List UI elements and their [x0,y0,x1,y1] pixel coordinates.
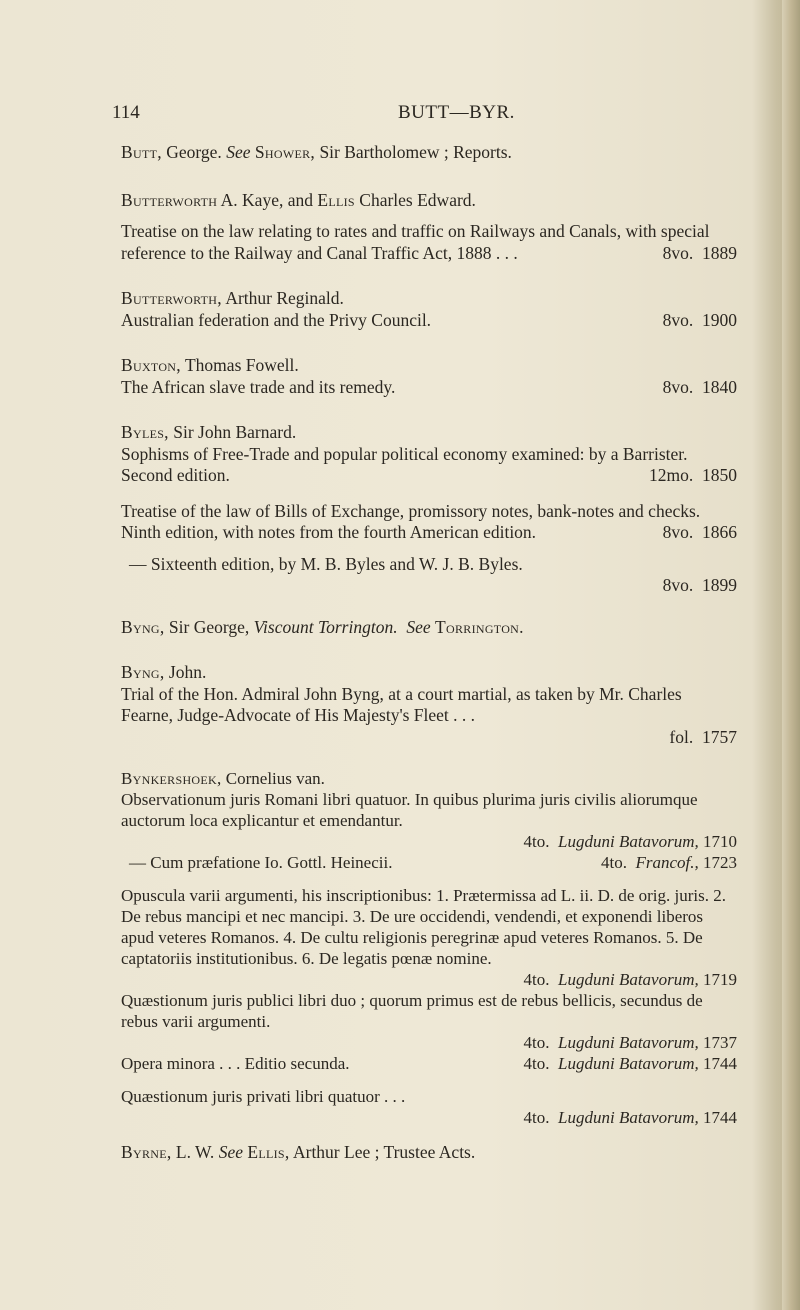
work-format: 4to. [523,1108,550,1127]
work-format: 12mo. [649,465,694,485]
work-item [121,444,737,487]
entry-byles [121,422,737,597]
entry-heading: Byng, Sir George, Viscount Torrington. See Torrington. [121,616,524,637]
author-name: Butterworth, [121,288,222,308]
coauthor-name: Ellis [317,189,355,210]
entry-byng-john [121,662,737,748]
reference-name: Shower, [254,142,316,162]
work-title: Treatise of the law of Bills of Exchange, promissory notes, bank-notes and checks. Ninth edition, with notes from the fourth American edition. [121,500,701,542]
entry-heading: Byrne, L. W. See Ellis, Arthur Lee ; Trustee Acts. [121,1142,476,1162]
work-item [121,885,737,990]
author-name: Butterworth [121,189,218,210]
work-place: Lugduni Batavorum, [558,970,699,989]
work-format: 4to. [523,1033,550,1052]
work-title: Treatise on the law relating to rates and traffic on Railways and Canals, with special reference to the Railway and Canal Traffic Act, 1888 . . . [121,221,710,263]
entry-butterworth-arthur [121,288,737,331]
author-name: Byng, [121,616,165,637]
page-header [0,102,800,126]
author-name: Byrne, [121,1142,172,1162]
entry-bynkershoek [121,768,737,1128]
entry-heading: Butt, George. See Shower, Sir Bartholomew ; Reports. [121,142,512,162]
work-title: Sophisms of Free-Trade and popular political economy examined: by a Barrister. Second edition. [121,443,688,485]
work-item [121,1086,737,1128]
entry-heading: Butterworth A. Kaye, and Ellis Charles Edward. [121,189,476,210]
work-format: 8vo. [662,376,694,397]
entry-heading: Bynkershoek, Cornelius van. [121,769,325,788]
work-format: 4to. [523,970,550,989]
entry-butt [121,142,737,164]
entry-byng-george [121,617,737,639]
work-year: 1757 [702,726,737,747]
work-format: 4to. [523,1054,550,1073]
work-place: Lugduni Batavorum, [558,1054,699,1073]
work-title: Australian federation and the Privy Council. [121,309,432,330]
author-name: Butt, [121,142,162,162]
author-name: Buxton, [121,355,181,375]
work-format: 8vo. [662,242,694,263]
work-year: 1889 [702,242,737,263]
work-year: 1744 [703,1054,737,1073]
work-item [121,852,737,873]
see-reference: See [226,142,251,162]
work-year: 1719 [703,970,737,989]
entry-heading: Butterworth, Arthur Reginald. [121,288,344,308]
entry-buxton [121,355,737,398]
work-format: 8vo. [662,522,694,542]
work-year: 1737 [703,1033,737,1052]
work-title: — Cum præfatione Io. Gottl. Heinecii. [129,853,393,872]
work-item [121,990,737,1053]
work-item [121,789,737,852]
work-year: 1710 [703,832,737,851]
see-reference: See [406,616,431,637]
work-item [121,221,737,264]
work-format: 4to. [600,853,627,872]
work-place: Francof., [635,853,699,872]
page-number: 114 [112,102,140,123]
work-title: The African slave trade and its remedy. [121,376,396,397]
work-format: 8vo. [662,309,694,330]
running-head: BUTT—BYR. [398,102,515,123]
entry-heading: Byng, John. [121,662,207,682]
work-title: Trial of the Hon. Admiral John Byng, at a court martial, as taken by Mr. Charles Fearne, Judge-Advocate of His Majesty's Fleet . . . [121,683,682,725]
work-year: 1840 [702,376,737,397]
work-title: Opuscula varii argumenti, his inscriptionibus: 1. Prætermissa ad L. ii. D. de orig. juris. 2. De rebus mancipi et nec mancipi. 3. De ure occidendi, vendendi, et exponendi liberos apud veteres Romanos. 4. De cultu religionis peregrinæ apud veteres Romanos. 5. De captatoriis institutionibus. 6. De legatis pœnæ nomine. [121,886,727,968]
work-title: — Sixteenth edition, by M. B. Byles and W. J. B. Byles. [129,553,523,574]
work-year: 1850 [702,465,737,485]
work-year: 1866 [702,522,737,542]
entry-heading: Byles, Sir John Barnard. [121,422,297,442]
entry-byrne [121,1142,737,1164]
work-year: 1900 [702,309,737,330]
work-title: Opera minora . . . Editio secunda. [121,1054,350,1073]
see-reference: See [218,1142,243,1162]
reference-name: Torrington. [435,616,524,637]
work-format: 4to. [523,832,550,851]
entry-heading: Buxton, Thomas Fowell. [121,355,299,375]
work-title: Quæstionum juris publici libri duo ; quorum primus est de rebus bellicis, secundus de rebus varii argumenti. [121,991,703,1031]
work-place: Lugduni Batavorum, [558,1033,699,1052]
work-item [121,501,737,544]
work-place: Lugduni Batavorum, [558,1108,699,1127]
work-item [121,1053,737,1074]
work-item [121,310,737,332]
entry-butterworth-kaye [121,190,737,265]
work-year: 1899 [702,575,737,595]
author-name: Byles, [121,422,169,442]
work-year: 1744 [703,1108,737,1127]
work-title: Observationum juris Romani libri quatuor. In quibus plurima juris civilis aliorumque auctorum loca explicantur et emendantur. [121,790,698,830]
work-format: fol. [669,726,694,747]
author-title: Viscount Torrington. [253,616,398,637]
catalogue-entries [121,142,737,1184]
page-edge [782,0,800,1310]
work-item [121,377,737,399]
work-place: Lugduni Batavorum, [558,832,699,851]
author-name: Byng, [121,662,165,682]
work-item [121,554,737,597]
work-item [121,684,737,749]
work-format: 8vo. [662,575,694,595]
reference-name: Ellis, [247,1142,290,1162]
work-title: Quæstionum juris privati libri quatuor . . . [121,1087,406,1106]
work-year: 1723 [703,853,737,872]
author-name: Bynkershoek, [121,769,222,788]
